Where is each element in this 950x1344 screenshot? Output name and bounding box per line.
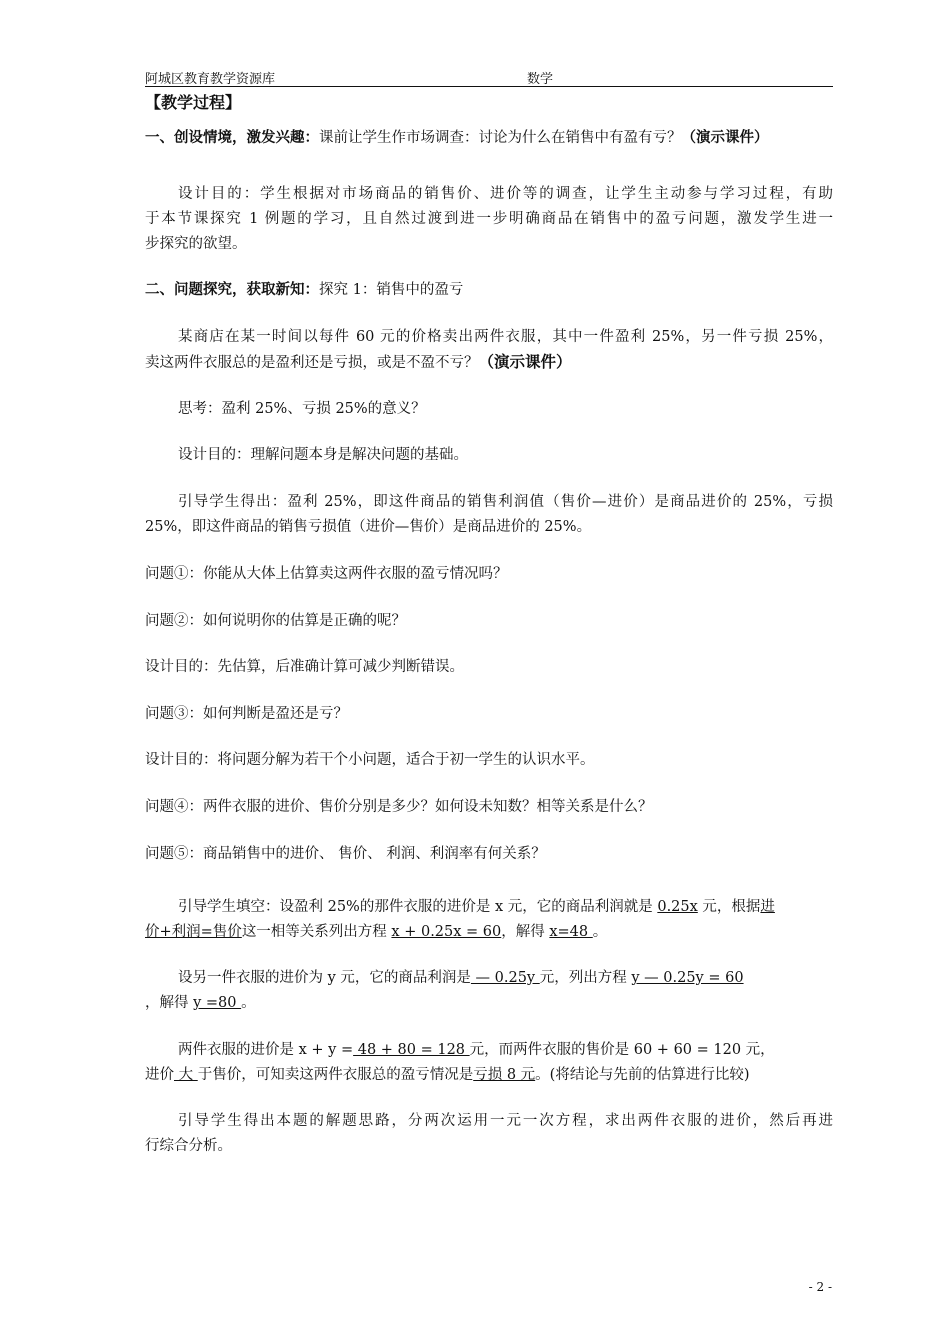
- fill-2-solution: y =80: [193, 995, 242, 1011]
- fill-3-text-d: 进价: [145, 1067, 174, 1083]
- fill-1-text-c: 元，根据: [697, 899, 761, 915]
- fill-2-equation: y — 0.25y = 60: [631, 970, 744, 986]
- problem-line-1: 某商店在某一时间以每件 60 元的价格卖出两件衣服，其中一件盈利 25%，另一件亏损 25%，: [178, 329, 833, 345]
- question-5: 问题⑤：商品销售中的进价、 售价、 利润、利润率有何关系？: [145, 846, 546, 862]
- fill-2-answer-profit: — 0.25y: [470, 970, 540, 986]
- purpose-1-line-2: 于本节课探究 1 例题的学习，且自然过渡到进一步明确商品在销售中的盈亏问题，激发学生进一: [145, 211, 833, 227]
- purpose-1-line-3: 步探究的欲望。: [145, 236, 247, 252]
- question-2: 问题②：如何说明你的估算是正确的呢？: [145, 613, 406, 629]
- fill-1-text-f: 这一相等关系列出方程: [241, 924, 392, 940]
- conclusion-line-1: 引导学生得出本题的解题思路，分两次运用一元一次方程，求出两件衣服的进价，然后再进: [178, 1113, 833, 1129]
- question-1: 问题①：你能从大体上估算卖这两件衣服的盈亏情况吗？: [145, 566, 508, 582]
- purpose-4: 设计目的：将问题分解为若干个小问题，适合于初一学生的认识水平。: [145, 752, 595, 768]
- fill-1-equation: x + 0.25x = 60: [391, 924, 502, 940]
- fill-2-text-c: 元，列出方程: [539, 970, 632, 986]
- fill-2-text-g: 。: [241, 995, 256, 1011]
- question-3: 问题③：如何判断是盈还是亏？: [145, 706, 348, 722]
- page-number: - 2 -: [808, 1280, 832, 1294]
- fill-1-line-2: [145, 922, 833, 942]
- guide-line-2: 25%，即这件商品的销售亏损值（进价—售价）是商品进价的 25%。: [145, 519, 592, 535]
- problem-line-2: [145, 352, 833, 373]
- header-center: 数学: [527, 72, 554, 87]
- fill-2-text-a: 设另一件衣服的进价为 y 元，它的商品利润是: [178, 970, 471, 986]
- fill-3-line-1: [145, 1040, 833, 1060]
- section-1: [145, 128, 833, 148]
- fill-3-comparison: 大: [174, 1067, 198, 1083]
- fill-3-text-c: 元，而两件衣服的售价是 60 + 60 = 120 元，: [469, 1042, 775, 1058]
- fill-2-text-e: ，解得: [145, 995, 194, 1011]
- fill-2-line-2: [145, 993, 833, 1013]
- section-2-text: 探究 1：销售中的盈亏: [319, 282, 464, 298]
- section-1-demo: （演示课件）: [681, 130, 769, 146]
- page-header: [145, 68, 833, 87]
- question-4: 问题④：两件衣服的进价、售价分别是多少？如何设未知数？相等关系是什么？: [145, 799, 653, 815]
- fill-1-answer-profit: 0.25x: [657, 899, 698, 915]
- fill-1-text-a: 引导学生填空：设盈利 25%的那件衣服的进价是 x 元，它的商品利润就是: [178, 899, 658, 915]
- fill-1-relation-start: 进: [760, 899, 775, 915]
- fill-3-text-h: 。(将结论与先前的估算进行比较): [535, 1067, 750, 1083]
- section-2: [145, 280, 833, 300]
- think-text: 思考：盈利 25%、亏损 25%的意义？: [178, 401, 426, 417]
- fill-1-text-h: ，解得: [501, 924, 550, 940]
- purpose-2: 设计目的：理解问题本身是解决问题的基础。: [178, 447, 468, 463]
- fill-2-line-1: [145, 968, 833, 988]
- fill-3-cost-sum: 48 + 80 = 128: [353, 1042, 470, 1058]
- fill-3-text-a: 两件衣服的进价是 x + y =: [178, 1042, 354, 1058]
- fill-3-result: 亏损 8 元: [473, 1067, 536, 1083]
- section-title: 【教学过程】: [145, 93, 242, 112]
- conclusion-line-2: 行综合分析。: [145, 1138, 232, 1154]
- section-1-text: 课前让学生作市场调查：讨论为什么在销售中有盈有亏？: [319, 130, 682, 146]
- section-1-heading: 一、创设情境，激发兴趣：: [145, 130, 319, 146]
- fill-1-solution: x=48: [549, 924, 593, 940]
- problem-demo: （演示课件）: [478, 353, 572, 371]
- purpose-1-line-1: 设计目的：学生根据对市场商品的销售价、进价等的调查，让学生主动参与学习过程，有助: [178, 186, 833, 202]
- fill-3-line-2: [145, 1065, 833, 1085]
- guide-line-1: 引导学生得出：盈利 25%，即这件商品的销售利润值（售价—进价）是商品进价的 25%，亏损: [178, 494, 833, 510]
- problem-line-2-text: 卖这两件衣服总的是盈利还是亏损，或是不盈不亏？: [145, 355, 479, 371]
- section-2-heading: 二、问题探究，获取新知：: [145, 282, 319, 298]
- purpose-3: 设计目的：先估算，后准确计算可减少判断错误。: [145, 659, 464, 675]
- fill-1-relation-end: 价+利润=售价: [145, 924, 242, 940]
- fill-1-text-j: 。: [592, 924, 608, 940]
- fill-1-line-1: [145, 897, 833, 917]
- fill-3-text-f: 于售价，可知卖这两件衣服总的盈亏情况是: [197, 1067, 474, 1083]
- header-left: 阿城区教育教学资源库: [145, 72, 276, 87]
